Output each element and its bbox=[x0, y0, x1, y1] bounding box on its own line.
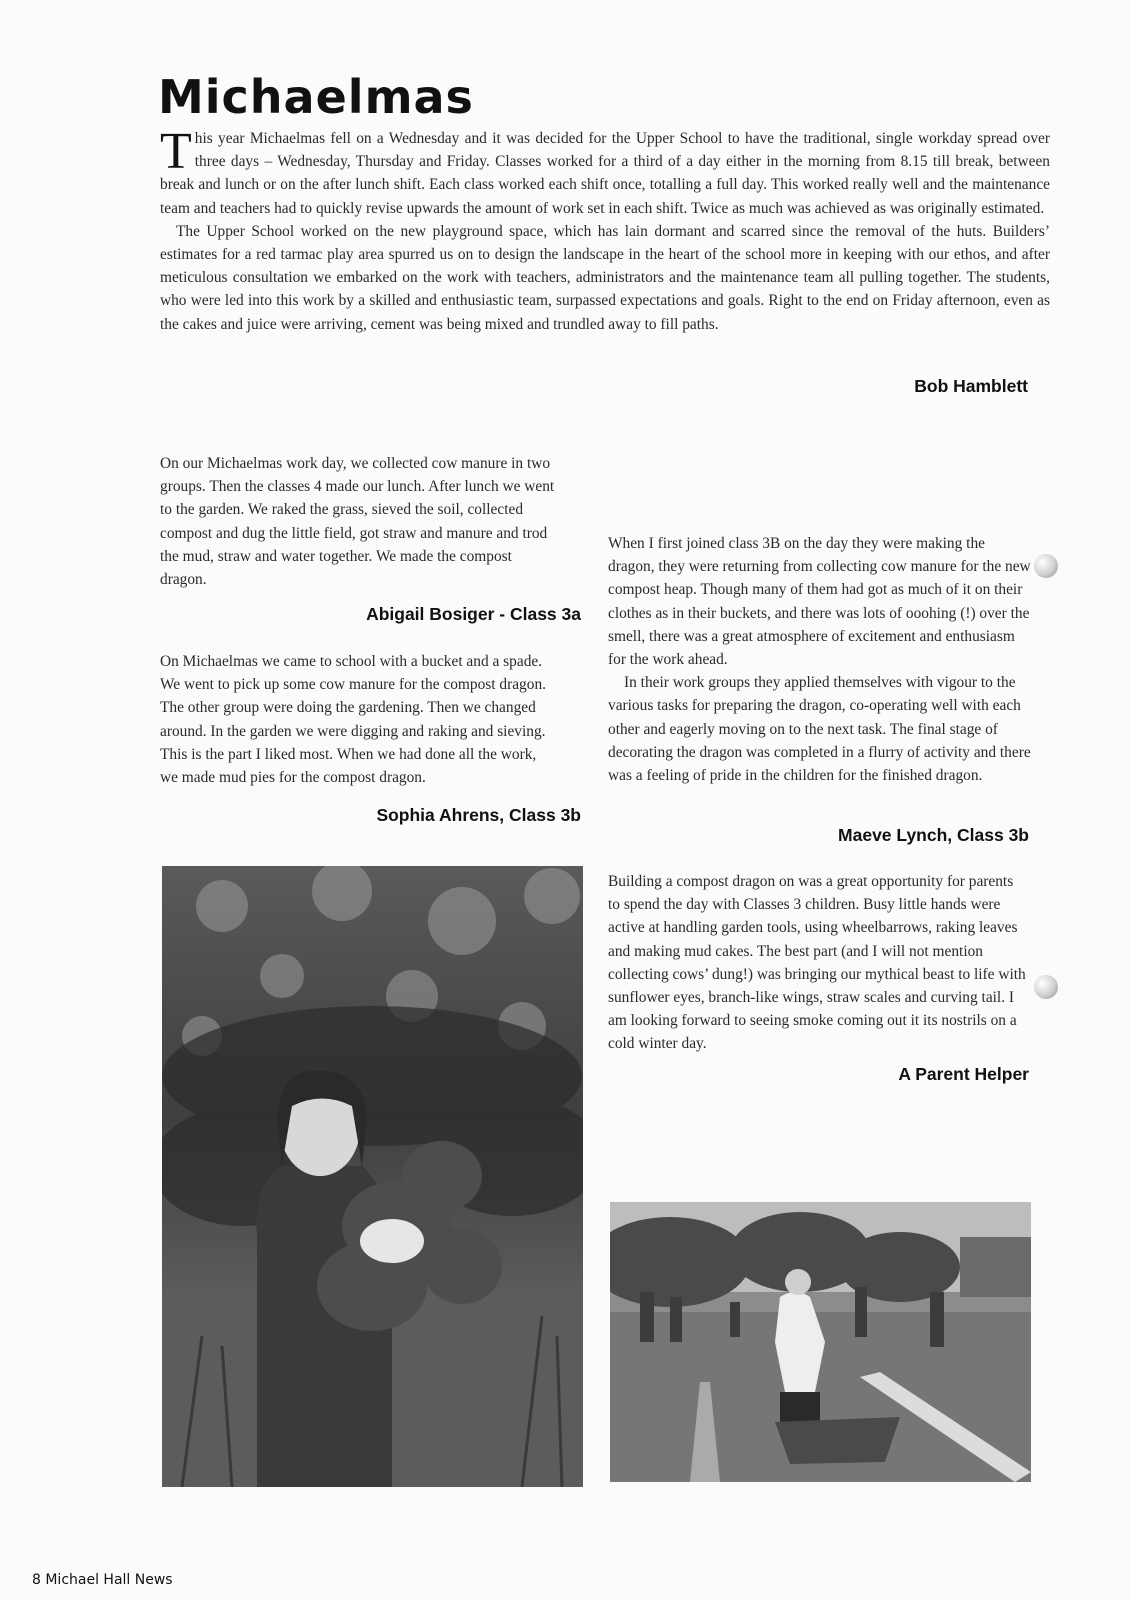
abigail-text: On our Michaelmas work day, we collected cow manure in two groups. Then the classes 4 made our lunch. After lunch we went to the garden. We raked the grass, sieved the soil, collected compost and dug the little field, got straw and manure and trod the mud, straw and water together. We made the compost dragon. bbox=[160, 455, 555, 589]
page-footer: 8 Michael Hall News bbox=[32, 1572, 173, 1588]
punch-hole-icon bbox=[1034, 554, 1058, 578]
article-title: Michaelmas bbox=[158, 70, 474, 124]
byline-bob-hamblett: Bob Hamblett bbox=[914, 376, 1028, 396]
sophia-text: On Michaelmas we came to school with a bucket and a spade. We went to pick up some cow manure for the compost dragon. The other group were doing the gardening. Then we changed around. In the garden we were digging and raking and sieving. This is the part I liked most. When we had done all the work, we made mud pies for the compost dragon. bbox=[160, 653, 546, 787]
photo-wheelbarrow-garden bbox=[610, 1202, 1031, 1482]
sophia-contribution bbox=[160, 650, 558, 789]
byline-sophia: Sophia Ahrens, Class 3b bbox=[376, 805, 581, 825]
byline-parent-helper: A Parent Helper bbox=[898, 1064, 1029, 1084]
maeve-paragraph-1: When I first joined class 3B on the day they were making the dragon, they were returning from collecting cow manure for the new compost heap. Though many of them had got as much of it on their clothes as in their buckets, and there was lots of ooohing (!) over the smell, there was a great atmosphere of excitement and enthusiasm for the work ahead. bbox=[608, 535, 1031, 669]
intro-article bbox=[160, 123, 1050, 336]
intro-paragraph-2: The Upper School worked on the new playground space, which has lain dormant and scarred since the removal of the huts. Builders’ estimates for a red tarmac play area spurred us on to design the landscape in the heart of the school more in keeping with our ethos, and after meticulous consultation we embarked on the work with teachers, administrators and the maintenance team all pulling together. The students, who were led into this work by a skilled and enthusiastic team, surpassed expectations and goals. Right to the end on Friday afternoon, even as the cakes and juice were arriving, cement was being mixed and trundled away to fill paths. bbox=[160, 222, 1050, 333]
maeve-paragraph-2: In their work groups they applied themselves with vigour to the various tasks for preparing the dragon, co-operating well with each other and eagerly moving on to the next task. The final stage of decorating the dragon was completed in a flurry of activity and there was a feeling of pride in the children for the finished dragon. bbox=[608, 674, 1031, 785]
drop-cap: T bbox=[160, 123, 192, 180]
intro-paragraph-1: This year Michaelmas fell on a Wednesday and it was decided for the Upper School to have the traditional, single workday spread over three days – Wednesday, Thursday and Friday. Classes worked for a third of a day either in the morning from 8.15 till break, between break and lunch or on the after lunch shift. Each class worked each shift once, totalling a full day. This worked really well and the maintenance team and teachers had to quickly revise upwards the amount of work set in each shift. Twice as much was achieved as was originally estimated. bbox=[160, 123, 1050, 217]
parent-text: Building a compost dragon on was a great opportunity for parents to spend the day with Classes 3 children. Busy little hands were active at handling garden tools, using wheelbarrows, raking leaves and making mud cakes. The best part (and I will not mention collecting cows’ dung!) was bringing our mythical beast to life with sunflower eyes, branch-like wings, straw scales and curving tail. I am looking forward to seeing smoke coming out it its nostrils on a cold winter day. bbox=[608, 873, 1026, 1053]
abigail-contribution bbox=[160, 452, 558, 591]
photo-girl-with-branches bbox=[162, 866, 583, 1487]
byline-abigail: Abigail Bosiger - Class 3a bbox=[366, 604, 581, 624]
parent-contribution bbox=[608, 870, 1026, 1056]
maeve-contribution bbox=[608, 532, 1033, 787]
byline-maeve: Maeve Lynch, Class 3b bbox=[838, 825, 1029, 845]
punch-hole-icon bbox=[1034, 975, 1058, 999]
